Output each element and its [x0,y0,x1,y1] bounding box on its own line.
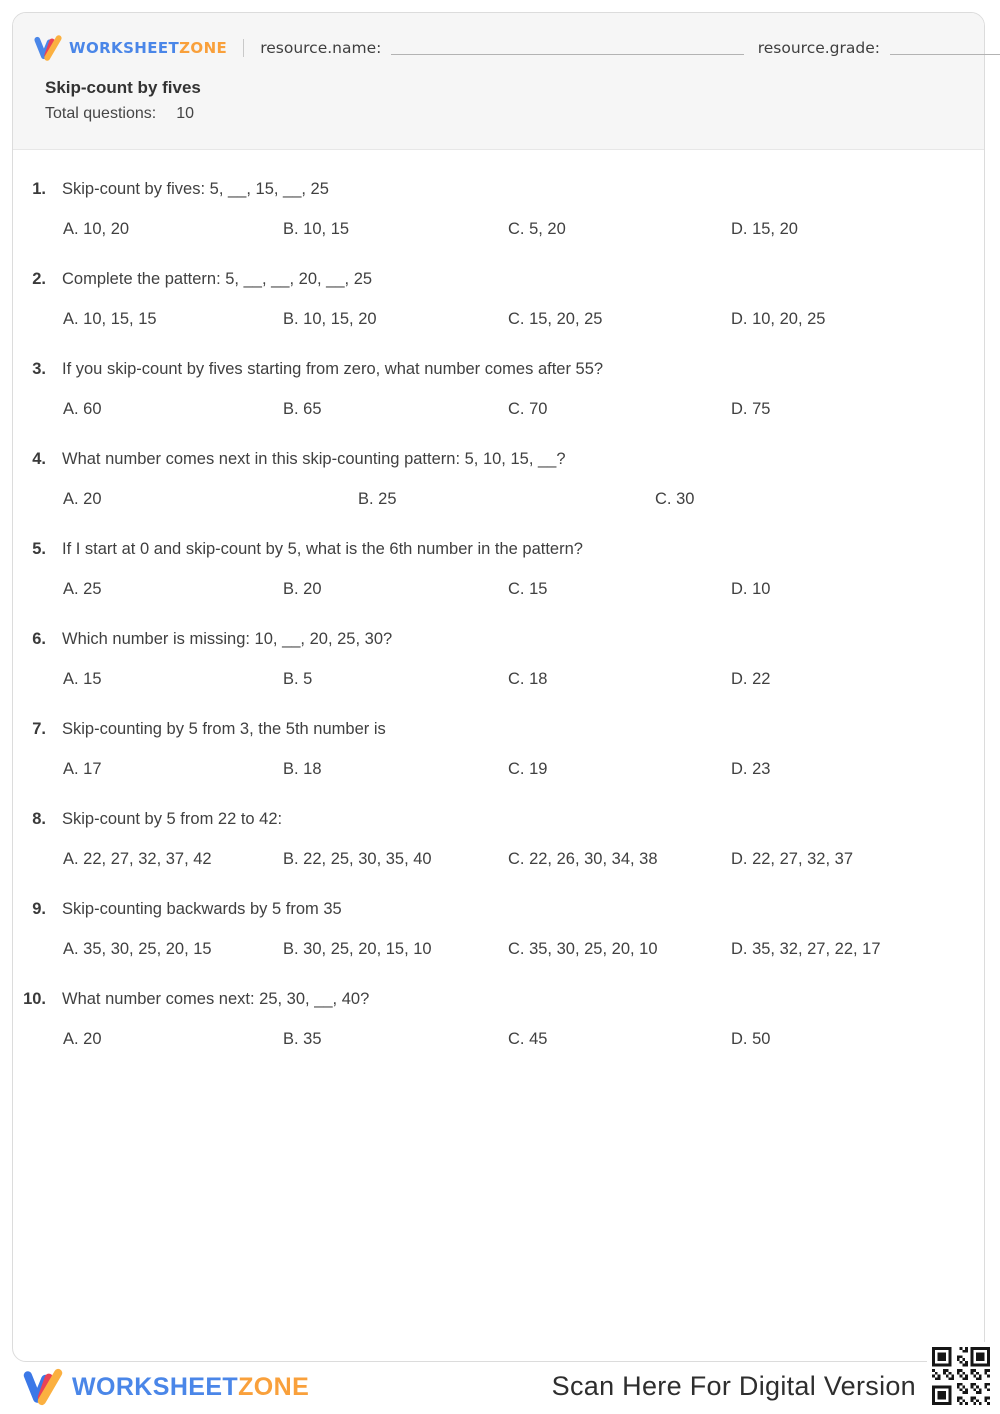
options-row [63,669,964,689]
question-number: 7. [32,720,46,738]
question-6 [13,629,964,689]
question-head [13,809,964,829]
question-text: Skip-count by fives: 5, __, 15, __, 25 [62,180,329,198]
option-b: B. 22, 25, 30, 35, 40 [283,850,432,868]
question-number: 5. [32,540,46,558]
footer-logo [22,1367,309,1407]
option-d: D. 50 [731,1030,771,1048]
option-d: D. 35, 32, 27, 22, 17 [731,940,881,958]
question-head [13,449,964,469]
question-head [13,539,964,559]
brand-word-zone: ZONE [179,39,228,57]
question-text: Which number is missing: 10, __, 20, 25, 30? [62,630,393,648]
brand-word-worksheet: WORKSHEET [69,39,180,57]
options-row [63,399,964,419]
option-d: D. 10, 20, 25 [731,310,826,328]
option-b: B. 5 [283,670,313,688]
worksheet-card [12,12,985,1362]
option-b: B. 20 [283,580,322,598]
question-head [13,719,964,739]
question-head [13,269,964,289]
brand-word-worksheet: WORKSHEET [72,1372,239,1401]
page-footer [0,1362,1000,1414]
brand-word-zone: ZONE [238,1372,310,1401]
option-b: B. 10, 15 [283,220,350,238]
question-4 [13,449,964,509]
question-head [13,359,964,379]
option-c: C. 22, 26, 30, 34, 38 [508,850,658,868]
option-c: C. 15, 20, 25 [508,310,603,328]
total-questions-value: 10 [176,105,194,122]
option-c: C. 45 [508,1030,548,1048]
brand-wordmark [69,39,227,57]
option-a: A. 22, 27, 32, 37, 42 [63,850,212,868]
option-d: D. 23 [731,760,771,778]
question-number: 3. [32,360,46,378]
worksheet-title: Skip-count by fives [45,78,201,97]
option-a: A. 17 [63,760,102,778]
options-row [63,939,964,959]
option-a: A. 10, 20 [63,220,130,238]
question-number: 8. [32,810,46,828]
total-questions-row [33,105,964,123]
question-5 [13,539,964,599]
option-b: B. 65 [283,400,322,418]
option-c: C. 19 [508,760,548,778]
option-b: B. 35 [283,1030,322,1048]
w-logo-icon [22,1367,64,1407]
question-7 [13,719,964,779]
w-logo-icon [33,34,63,62]
scan-here-text: Scan Here For Digital Version [551,1371,916,1401]
option-a: A. 60 [63,400,102,418]
question-number: 1. [32,180,46,198]
option-d: D. 75 [731,400,771,418]
footer-brand-wordmark [72,1373,309,1402]
question-text: What number comes next: 25, 30, __, 40? [62,990,370,1008]
resource-grade-blank-line [890,42,1000,55]
option-d: D. 22, 27, 32, 37 [731,850,854,868]
total-questions-label: Total questions: [45,105,157,122]
header-divider [243,39,244,57]
question-text: If I start at 0 and skip-count by 5, what is the 6th number in the pattern? [62,540,583,558]
option-b: B. 10, 15, 20 [283,310,377,328]
question-head [13,989,964,1009]
question-number: 9. [32,900,46,918]
option-b: B. 25 [358,490,397,508]
question-10 [13,989,964,1049]
question-8 [13,809,964,869]
options-row [63,219,964,239]
option-b: B. 30, 25, 20, 15, 10 [283,940,432,958]
question-number: 2. [32,270,46,288]
option-d: D. 22 [731,670,771,688]
option-a: A. 20 [63,490,102,508]
question-text: Skip-counting backwards by 5 from 35 [62,900,342,918]
question-9 [13,899,964,959]
option-c: C. 5, 20 [508,220,566,238]
options-row [63,579,964,599]
question-number: 10. [23,990,46,1008]
question-text: Complete the pattern: 5, __, __, 20, __, 25 [62,270,373,288]
option-d: D. 15, 20 [731,220,798,238]
question-head [13,629,964,649]
resource-name-blank-line [391,42,743,55]
question-text: What number comes next in this skip-counting pattern: 5, 10, 15, __? [62,450,566,468]
option-d: D. 10 [731,580,771,598]
option-c: C. 18 [508,670,548,688]
options-row [63,489,964,509]
option-b: B. 18 [283,760,322,778]
question-text: If you skip-count by fives starting from zero, what number comes after 55? [62,360,604,378]
options-row [63,759,964,779]
option-a: A. 15 [63,670,102,688]
resource-grade-label: resource.grade: [757,39,880,57]
worksheet-header [13,13,984,150]
option-c: C. 30 [655,490,695,508]
header-brand-row [33,33,964,63]
question-number: 6. [32,630,46,648]
question-1 [13,179,964,239]
questions-list [13,150,984,1049]
option-a: A. 10, 15, 15 [63,310,157,328]
options-row [63,309,964,329]
option-c: C. 70 [508,400,548,418]
resource-name-label: resource.name: [260,39,382,57]
option-a: A. 20 [63,1030,102,1048]
question-head [13,899,964,919]
question-text: Skip-count by 5 from 22 to 42: [62,810,283,828]
question-number: 4. [32,450,46,468]
option-a: A. 35, 30, 25, 20, 15 [63,940,212,958]
option-c: C. 15 [508,580,548,598]
option-a: A. 25 [63,580,102,598]
options-row [63,849,964,869]
question-2 [13,269,964,329]
option-c: C. 35, 30, 25, 20, 10 [508,940,658,958]
qr-code-icon [927,1342,995,1410]
question-text: Skip-counting by 5 from 3, the 5th number is [62,720,386,738]
question-head [13,179,964,199]
options-row [63,1029,964,1049]
question-3 [13,359,964,419]
